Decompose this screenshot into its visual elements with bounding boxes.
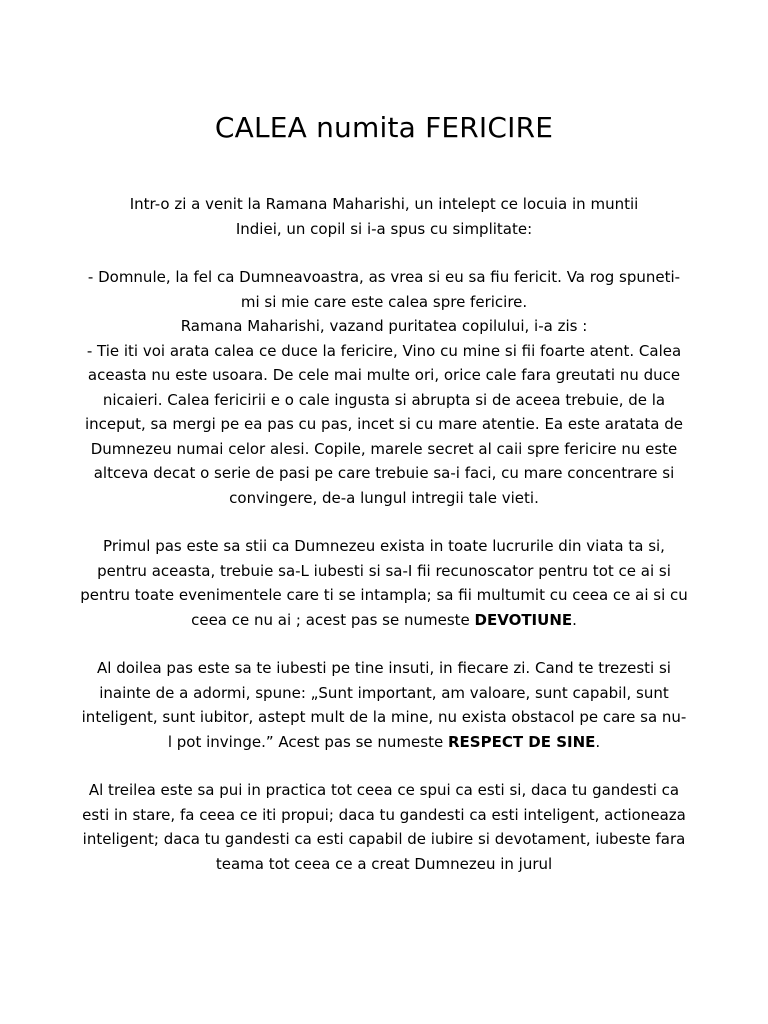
child-request-paragraph: - Domnule, la fel ca Dumneavoastra, as vrea si eu sa fiu fericit. Va rog spuneti-mi si mie care este calea spre fericire. (87, 268, 681, 311)
document-body (80, 192, 688, 876)
step-one-end: . (572, 610, 577, 629)
master-reply-paragraph: - Tie iti voi arata calea ce duce la fericire, Vino cu mine si fii foarte atent. Calea aceasta nu este usoara. De cele mai multe ori, orice cale fara greutati nu duce nicaieri. Calea fericirii e o cale ingusta si abrupta si de aceea trebuie, de la inceput, sa mergi pe ea pas cu pas, incet si cu mare atentie. Ea este aratata de Dumnezeu numai celor alesi. Copile, marele secret al caii spre fericire nu este altceva decat o serie de pasi pe care trebuie sa-i faci, cu mare concentrare si convingere, de-a lungul intregii tale vieti. (84, 341, 684, 507)
step-one-paragraph (80, 534, 688, 632)
step-two-text: Al doilea pas este sa te iubesti pe tine insuti, in fiecare zi. Cand te trezesti si inainte de a adormi, spune: „Sunt important, am valoare, sunt capabil, sunt inteligent, sunt iubitor, astept mult de la mine, nu exista obstacol pe care sa nu-l pot invinge.” Acest pas se numeste (81, 659, 687, 751)
step-one-text: Primul pas este sa stii ca Dumnezeu exista in toate lucrurile din viata ta si, pentru aceasta, trebuie sa-L iubesti si sa-I fii recunoscator pentru tot ce ai si pentru toate evenimentele care ti se intampla; sa fii multumit cu ceea ce ai si cu ceea ce nu ai ; acest pas se numeste (80, 537, 688, 629)
step-three-paragraph: Al treilea este sa pui in practica tot ceea ce spui ca esti si, daca tu gandesti ca esti in stare, fa ceea ce iti propui; daca tu gandesti ca esti inteligent, actioneaza inteligent; daca tu gandesti ca esti capabil de iubire si devotament, iubeste fara teama tot ceea ce a creat Dumnezeu in jurul (82, 781, 686, 873)
document-title: CALEA numita FERICIRE (214, 111, 554, 144)
step-two-end: . (595, 732, 601, 751)
intro-paragraph: Intr-o zi a venit la Ramana Maharishi, un intelept ce locuia in muntii Indiei, un copil si i-a spus cu simplitate: (129, 195, 639, 238)
step-two-paragraph (80, 656, 688, 754)
step-one-name: DEVOTIUNE (474, 610, 573, 629)
step-two-name: RESPECT DE SINE (447, 732, 596, 751)
narration-line: Ramana Maharishi, vazand puritatea copilului, i-a zis : (180, 317, 588, 335)
